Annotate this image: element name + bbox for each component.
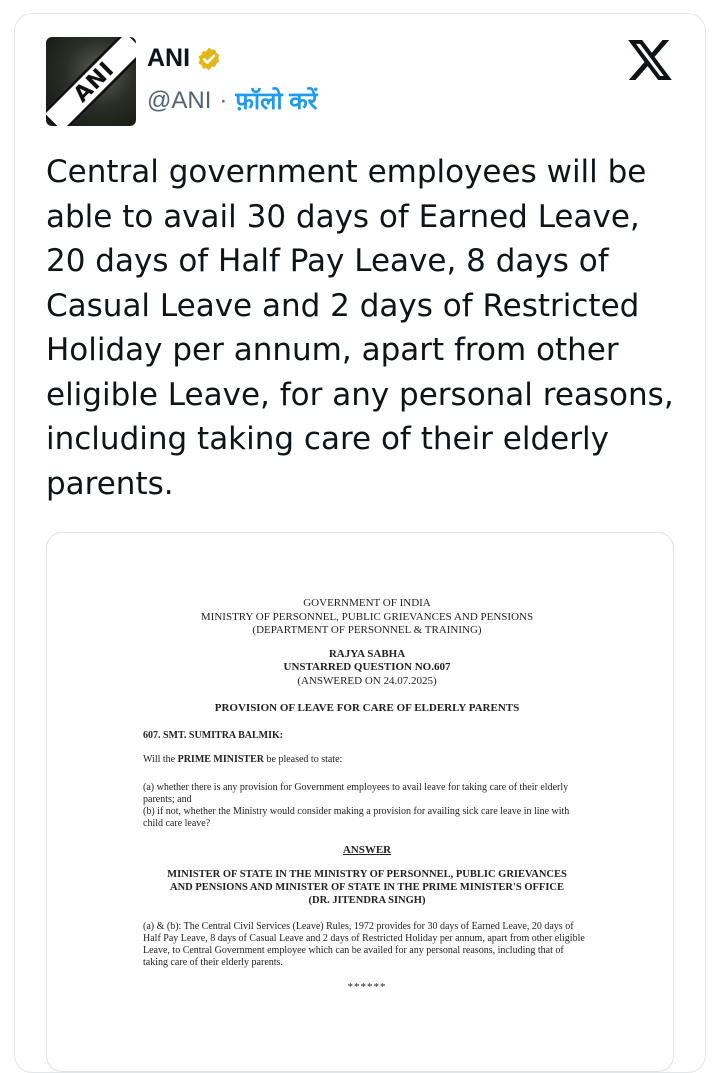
doc-header-1: GOVERNMENT OF INDIA (303, 597, 431, 609)
doc-question-b: (b) if not, whether the Ministry would consider making a provision for availing sick care leave in line with child care leave? (143, 805, 570, 829)
doc-minister-line-1: MINISTER OF STATE IN THE MINISTRY OF PERSONNEL, PUBLIC GRIEVANCES (167, 868, 567, 880)
doc-end-stars: ****** (347, 980, 387, 993)
verified-badge-icon (196, 46, 222, 72)
doc-question-no: UNSTARRED QUESTION NO.607 (283, 661, 451, 673)
doc-answered-on: (ANSWERED ON 24.07.2025) (297, 674, 437, 687)
separator-dot: · (219, 86, 228, 114)
account-name[interactable]: ANI (147, 44, 191, 72)
doc-minister-line-2: AND PENSIONS AND MINISTER OF STATE IN THE PRIME MINISTER'S OFFICE (169, 881, 564, 893)
doc-will-the: Will the PRIME MINISTER be pleased to state: (143, 753, 343, 765)
x-logo-icon[interactable] (628, 40, 672, 80)
account-handle[interactable]: @ANI (147, 86, 212, 114)
avatar[interactable] (46, 37, 136, 126)
follow-button[interactable]: फ़ॉलो करें (235, 88, 318, 115)
account-name-row[interactable] (147, 44, 222, 73)
attached-document-image[interactable] (46, 532, 674, 1072)
doc-answer-text: (a) & (b): The Central Civil Services (Leave) Rules, 1972 provides for 30 days of Earned Leave, 20 days of Half Pay Leave, 8 days of Casual Leave and 2 days of Restricted Holiday per annum, apart from other eligible Leave, to Central Government employee which can be availed for any personal reasons, including that of taking care of their elderly parents. (143, 920, 585, 968)
doc-answer-label: ANSWER (342, 843, 392, 856)
doc-house: RAJYA SABHA (328, 647, 406, 660)
document-content (143, 597, 591, 993)
doc-header-3: (DEPARTMENT OF PERSONNEL & TRAINING) (252, 624, 482, 636)
tweet-text: Central government employees will be able to avail 30 days of Earned Leave, 20 days of Half Pay Leave, 8 days of Casual Leave and 2 days of Restricted Holiday per annum, apart from other eligible Leave, for any personal reasons, including taking care of their elderly parents. (46, 154, 674, 502)
doc-header-2: MINISTRY OF PERSONNEL, PUBLIC GRIEVANCES AND PENSIONS (200, 610, 534, 623)
doc-question-a: (a) whether there is any provision for Government employees to avail leave for taking care of their elderly parents; and (143, 781, 569, 805)
doc-minister-name: (DR. JITENDRA SINGH) (308, 894, 426, 906)
doc-subject: PROVISION OF LEAVE FOR CARE OF ELDERLY PARENTS (214, 702, 520, 714)
handle-row (147, 84, 318, 117)
avatar-logo: ANI (46, 37, 136, 126)
doc-asked-by: 607. SMT. SUMITRA BALMIK: (143, 729, 284, 741)
